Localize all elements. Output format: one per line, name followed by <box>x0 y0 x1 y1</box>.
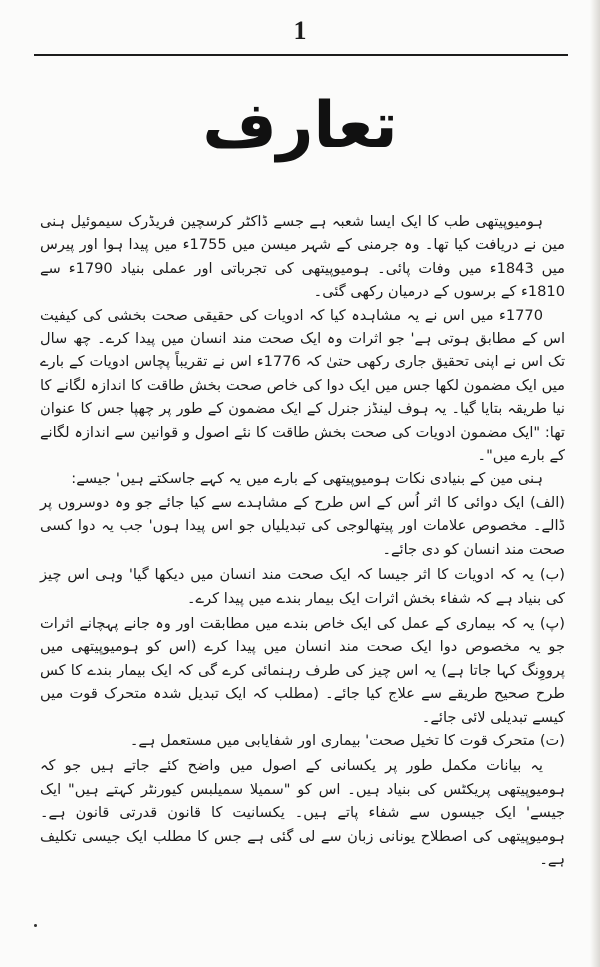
paragraph-observation: 1770ء میں اس نے یہ مشاہدہ کیا کہ ادویات کی حقیقی صحت بخشی کی کیفیت اس کے مطابق ہوتی ہے' جو اثرات وہ ایک صحت مند انسان میں پیدا کرے۔ چھ سال تک اس نے اپنی تحقیق جاری رکھی حتیٰ کہ 1776ء اس نے تقریباً پچاس ادویات کے بارے میں ایک مضمون لکھا جس میں ایک دوا کی خاص صحت بخش طاقت کا اندازہ لگانے کا نیا طریقہ بتایا گیا۔ یہ ہوف لینڈز جنرل کے ایک مضمون کے طور پر چھپا جس کا عنوان تھا: "ایک مضمون ادویات کی صحت بخش طاقت کا نئے اصول و قوانین سے اندازہ لگانے کے بارے میں"۔ <box>40 306 566 465</box>
principle-pe: (پ) یہ کہ بیماری کے عمل کی ایک خاص بندے میں مطابقت اور وہ جانے پہچانے اثرات جو یہ مخصوص دوا ایک صحت مند انسان میں پیدا کرے (اس کو ہومیوپیتھی میں پرووِنگ کہا جاتا ہے) یہ اس چیز کی طرف رہنمائی کرے گی کہ ایک بیمار بندے کا کس طرح صحیح طریقے سے علاج کیا جائے۔ (مطلب کہ ایک تبدیل شدہ متحرک قوت میں کیسے تبدیلی لائی جائے۔ <box>40 614 565 726</box>
paragraph-principles-lead: ہنی مین کے بنیادی نکات ہومیوپیتھی کے بارے میں یہ کہے جاسکتے ہیں' جیسے: <box>71 470 543 488</box>
principle-be: (ب) یہ کہ ادویات کا اثر جیسا کہ ایک صحت مند انسان میں دیکھا گیا' وہی اس چیز کی بنیاد ہے کہ شفاء بخش اثرات ایک بیمار بندے میں پیدا کرے۔ <box>40 566 565 607</box>
principle-te: (ت) متحرک قوت کا تخیل صحت' بیماری اور شفایابی میں مستعمل ہے۔ <box>129 731 565 749</box>
principle-alif: (الف) ایک دوائی کا اثر اُس کے اس طرح کے مشاہدے سے کیا جائے جو وہ دوسروں پر ڈالے۔ مخصوص علامات اور پیتھالوجی کی تبدیلیاں جو اس پیدا ہوں' جب یہ دوا کسی صحت مند انسان کو دی جائے۔ <box>40 493 565 558</box>
paragraph-intro: ہومیوپیتھی طب کا ایک ایسا شعبہ ہے جسے ڈاکٹر کرسچین فریڈرک سیموئیل ہنی مین نے دریافت کیا تھا۔ وہ جرمنی کے شہر میسن میں 1755ء میں پیدا ہوا اور پیرس میں 1843ء میں وفات پائی۔ ہومیوپیتھی کی تجرباتی اور عملی بنیاد 1790ء سے 1810ء کے برسوں کے درمیان رکھی گئی۔ <box>40 213 565 301</box>
body-text <box>40 210 565 871</box>
header-rule <box>34 54 568 56</box>
paragraph-similia: یہ بیانات مکمل طور پر یکسانی کے اصول میں واضح کئے جاتے ہیں جو کہ ہومیوپیتھی پریکٹس کی بنیاد ہیں۔ اس کو "سمیلا سمیلبس کیورنٹر کہتے ہیں" ایک جیسے' ایک جیسوں سے شفاء پاتے ہیں۔ یکسانیت کا قانون قدرتی قانون ہے۔ ہومیوپیتھی کی اصطلاح یونانی زبان سے لی گئی ہے جس کا مطلب ایک جیسی تکلیف ہے۔ <box>40 757 565 868</box>
chapter-title: تعارف <box>202 89 398 163</box>
ink-speck <box>34 924 37 927</box>
page-number: 1 <box>293 16 307 45</box>
